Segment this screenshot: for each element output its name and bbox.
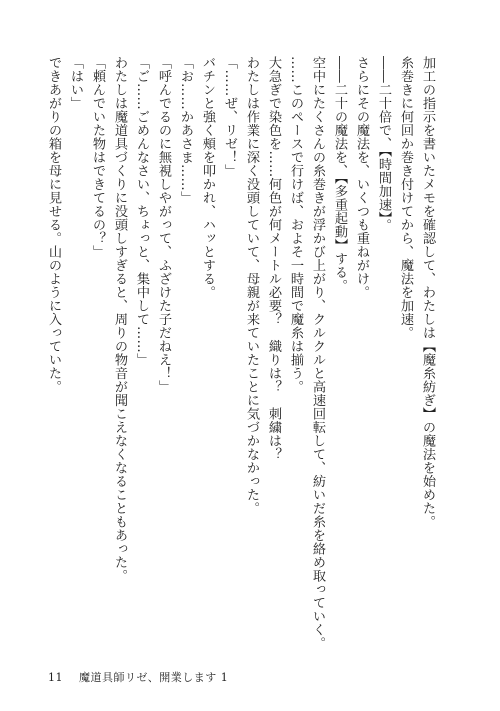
text-line: わたしは魔道具づくりに没頭しすぎると、周りの物音が聞こえなくなることもあった。	[112, 56, 127, 583]
text-line: 「……ぜ、リゼ！」	[222, 56, 237, 178]
vertical-body-text	[42, 56, 438, 656]
text-line: 「ご……ごめんなさい、ちょっと、集中して……」	[134, 56, 149, 367]
text-line: 糸巻きに何回か巻き付けてから、魔法を加速。	[398, 56, 413, 340]
text-line: ――二十の魔法を、【多重起動】する。	[332, 56, 347, 293]
text-line: ――二十倍で、【時間加速】。	[376, 56, 391, 232]
text-line: できあがりの箱を母に見せる。山のように入っていた。	[46, 56, 61, 394]
text-line: 大急ぎで染色を……何色が何メートル必要？ 織りは？ 刺繍は？	[266, 56, 281, 461]
page-footer	[40, 656, 228, 685]
page-number: 11	[48, 671, 63, 684]
text-line: 加工の指示を書いたメモを確認して、わたしは【魔糸紡ぎ】の魔法を始めた。	[420, 56, 435, 529]
text-line: 「呼んでるのに無視しやがって、ふざけた子だねえ！」	[156, 56, 171, 394]
text-line: バチンと強く頰を叩かれ、ハッとする。	[200, 56, 215, 299]
text-line: 「お……かあさま……」	[178, 56, 193, 205]
text-line: ……このペースで行けば、およそ一時間で魔糸は揃う。	[288, 56, 303, 394]
text-line: わたしは作業に深く没頭していて、母親が来ていたことに気づかなかった。	[244, 56, 259, 515]
text-line: 「はい」	[68, 56, 83, 110]
text-line: 空中にたくさんの糸巻きが浮かび上がり、クルクルと高速回転して、紡いだ糸を絡め取っていく。	[310, 56, 325, 650]
book-title: 魔道具師リゼ、開業します 1	[79, 671, 229, 684]
text-line: 「頼んでいた物はできてるの？」	[90, 56, 105, 259]
text-line: さらにその魔法を、いくつも重ねがけ。	[354, 56, 369, 299]
